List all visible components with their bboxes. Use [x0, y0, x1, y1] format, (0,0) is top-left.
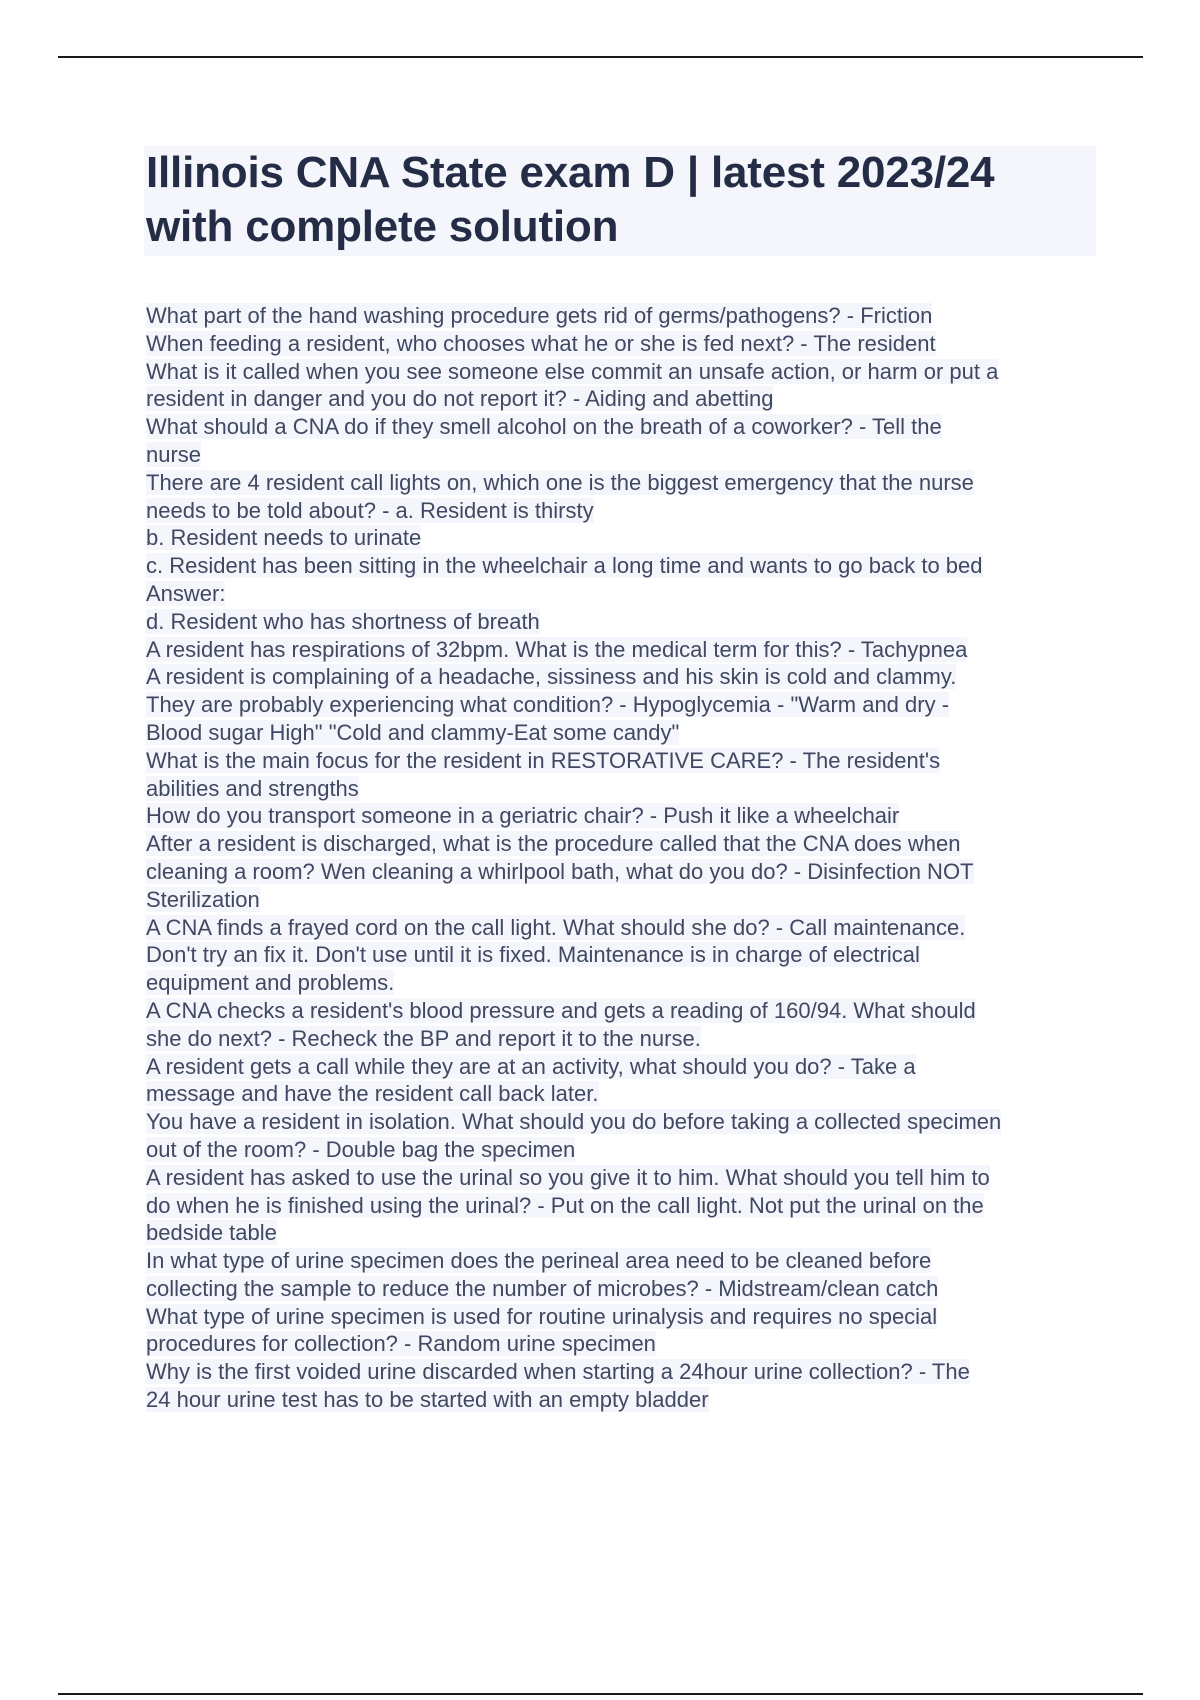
text-line — [146, 524, 1096, 552]
text-line-content: abilities and strengths — [146, 775, 359, 801]
text-line — [146, 497, 1096, 525]
text-line — [146, 385, 1096, 413]
text-line — [146, 469, 1096, 497]
text-line-content: resident in danger and you do not report it? - Aiding and abetting — [146, 386, 774, 412]
text-line — [146, 1358, 1096, 1386]
text-line-content: she do next? - Recheck the BP and report it to the nurse. — [146, 1025, 701, 1051]
text-line-content: Don't try an fix it. Don't use until it is fixed. Maintenance is in charge of electrical — [146, 942, 920, 968]
text-line — [146, 997, 1096, 1025]
text-line — [146, 886, 1096, 914]
text-line-content: How do you transport someone in a geriatric chair? - Push it like a wheelchair — [146, 803, 900, 829]
text-line — [146, 747, 1096, 775]
text-line-content: Answer: — [146, 580, 226, 606]
text-line-content: needs to be told about? - a. Resident is thirsty — [146, 497, 594, 523]
text-line-content: out of the room? - Double bag the specimen — [146, 1136, 576, 1162]
header-rule — [58, 56, 1143, 58]
text-line — [146, 802, 1096, 830]
text-line-content: There are 4 resident call lights on, which one is the biggest emergency that the nurse — [146, 469, 974, 495]
text-line — [146, 941, 1096, 969]
text-line-content: In what type of urine specimen does the perineal area need to be cleaned before — [146, 1248, 932, 1274]
title-block — [144, 146, 1096, 256]
text-line — [146, 969, 1096, 997]
text-line — [146, 1386, 1096, 1414]
text-line — [146, 1164, 1096, 1192]
text-line — [146, 358, 1096, 386]
text-line — [146, 719, 1096, 747]
text-line-content: A resident has respirations of 32bpm. What is the medical term for this? - Tachypnea — [146, 636, 968, 662]
text-line-content: A resident gets a call while they are at an activity, what should you do? - Take a — [146, 1053, 916, 1079]
text-line-content: Why is the first voided urine discarded when starting a 24hour urine collection? - The — [146, 1359, 970, 1385]
text-line — [146, 914, 1096, 942]
text-line-content: What type of urine specimen is used for routine urinalysis and requires no special — [146, 1303, 938, 1329]
text-line — [146, 663, 1096, 691]
text-line — [146, 830, 1096, 858]
text-line-content: equipment and problems. — [146, 970, 395, 996]
text-line — [146, 608, 1096, 636]
text-line — [146, 858, 1096, 886]
text-line-content: What should a CNA do if they smell alcohol on the breath of a coworker? - Tell the — [146, 414, 942, 440]
text-line — [146, 1219, 1096, 1247]
text-line-content: You have a resident in isolation. What should you do before taking a collected specimen — [146, 1109, 1002, 1135]
text-line — [146, 330, 1096, 358]
title-line: with complete solution — [146, 202, 619, 251]
text-line — [146, 302, 1096, 330]
text-line — [146, 1330, 1096, 1358]
text-line — [146, 775, 1096, 803]
text-line-content: What is the main focus for the resident in RESTORATIVE CARE? - The resident's — [146, 747, 941, 773]
text-line-content: Sterilization — [146, 886, 260, 912]
document-title — [146, 146, 1094, 254]
text-line-content: A CNA checks a resident's blood pressure and gets a reading of 160/94. What should — [146, 997, 976, 1023]
text-line — [146, 1136, 1096, 1164]
document-body — [146, 302, 1096, 1414]
text-line — [146, 1192, 1096, 1220]
text-line-content: 24 hour urine test has to be started with an empty bladder — [146, 1387, 709, 1413]
text-line — [146, 1275, 1096, 1303]
text-line-content: When feeding a resident, who chooses what he or she is fed next? - The resident — [146, 330, 936, 356]
text-line-content: nurse — [146, 441, 202, 467]
text-line-content: cleaning a room? Wen cleaning a whirlpool bath, what do you do? - Disinfection NOT — [146, 858, 974, 884]
text-line-content: collecting the sample to reduce the number of microbes? - Midstream/clean catch — [146, 1275, 939, 1301]
text-line — [146, 552, 1096, 580]
text-line-content: After a resident is discharged, what is the procedure called that the CNA does when — [146, 831, 961, 857]
text-line-content: d. Resident who has shortness of breath — [146, 608, 540, 634]
text-line-content: procedures for collection? - Random urine specimen — [146, 1331, 656, 1357]
text-line-content: What part of the hand washing procedure gets rid of germs/pathogens? - Friction — [146, 303, 933, 328]
text-line — [146, 691, 1096, 719]
text-line-content: What is it called when you see someone else commit an unsafe action, or harm or put a — [146, 358, 999, 384]
text-line-content: b. Resident needs to urinate — [146, 525, 422, 551]
text-line — [146, 1053, 1096, 1081]
footer-rule — [58, 1693, 1143, 1695]
text-line-content: A resident has asked to use the urinal so you give it to him. What should you tell him to — [146, 1164, 990, 1190]
text-line-content: A CNA finds a frayed cord on the call light. What should she do? - Call maintenance. — [146, 914, 966, 940]
text-line — [146, 1303, 1096, 1331]
text-line-content: bedside table — [146, 1220, 277, 1246]
text-line-content: They are probably experiencing what condition? - Hypoglycemia - "Warm and dry - — [146, 692, 950, 718]
text-line — [146, 441, 1096, 469]
text-line — [146, 636, 1096, 664]
text-line-content: c. Resident has been sitting in the wheelchair a long time and wants to go back to bed — [146, 553, 983, 579]
text-line-content: message and have the resident call back later. — [146, 1081, 599, 1107]
text-line-content: A resident is complaining of a headache, sissiness and his skin is cold and clammy. — [146, 664, 957, 690]
text-line — [146, 580, 1096, 608]
text-line — [146, 1247, 1096, 1275]
text-line — [146, 1108, 1096, 1136]
text-line — [146, 1080, 1096, 1108]
text-line — [146, 413, 1096, 441]
text-line-content: Blood sugar High" "Cold and clammy-Eat some candy" — [146, 719, 680, 745]
text-line-content: do when he is finished using the urinal? - Put on the call light. Not put the urinal on the — [146, 1192, 984, 1218]
text-line — [146, 1025, 1096, 1053]
title-line: Illinois CNA State exam D | latest 2023/24 — [146, 148, 995, 197]
